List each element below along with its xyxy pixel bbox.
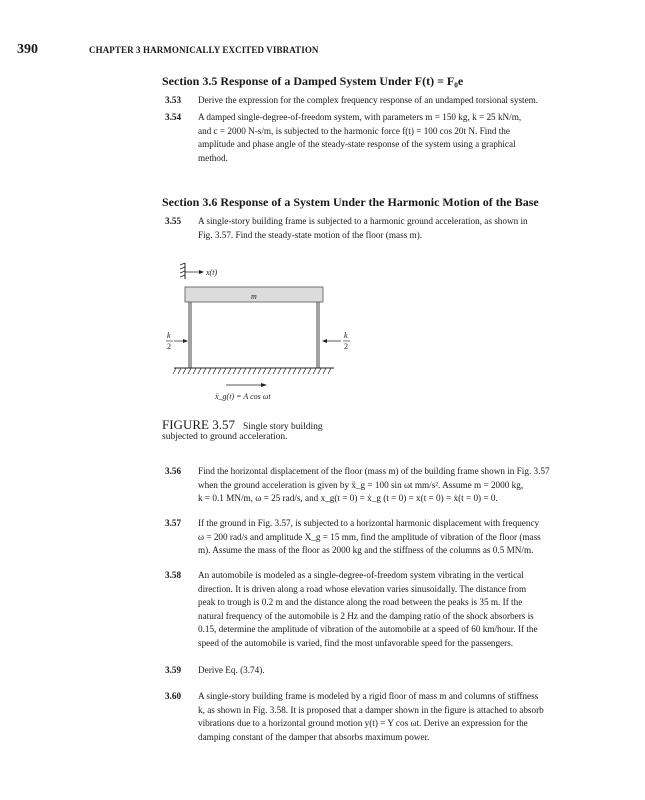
- ground-hatch-stroke: [198, 368, 201, 374]
- ground-hatch-stroke: [263, 368, 266, 374]
- problem-text-line: A single-story building frame is modeled by a rigid floor of mass m and columns of stiffness: [198, 691, 539, 701]
- wall-hatch: [180, 263, 185, 277]
- figure-caption-number: FIGURE 3.57: [162, 417, 235, 432]
- ground-hatch-stroke: [228, 368, 231, 374]
- problem-text-line: speed of the automobile is varied, find the most unfavorable speed for the passengers.: [198, 637, 514, 648]
- ground-accel-label: ẍ_g(t) = A cos ωt: [215, 392, 271, 401]
- problem-number: 3.55: [165, 216, 182, 226]
- x-label: x(t): [206, 268, 218, 277]
- ground-hatch-stroke: [243, 368, 246, 374]
- problem: [165, 111, 603, 165]
- problem-text-line: 0.15, determine the amplitude of vibration of the automobile at a speed of 60 km/hour. If the: [198, 624, 538, 634]
- problem-text-line: damping constant of the damper that absorbs maximum power.: [198, 731, 430, 742]
- problem: [165, 94, 603, 108]
- ground-hatch-stroke: [233, 368, 236, 374]
- ground-hatch-stroke: [203, 368, 206, 374]
- problem-number: 3.59: [165, 665, 182, 675]
- left-k-label: k: [167, 331, 171, 340]
- ground-hatch-stroke: [258, 368, 261, 374]
- ground-hatch-stroke: [173, 368, 176, 374]
- ground-hatch-stroke: [213, 368, 216, 374]
- left-2-label: 2: [167, 342, 171, 351]
- figure-building-frame: [160, 258, 370, 404]
- ground-hatch: [173, 368, 331, 374]
- ground-hatch-stroke: [223, 368, 226, 374]
- ground-hatch-stroke: [318, 368, 321, 374]
- ground-hatch-stroke: [278, 368, 281, 374]
- ground-hatch-stroke: [253, 368, 256, 374]
- problem: [165, 465, 603, 506]
- mass-label: m: [251, 292, 257, 301]
- section-heading-3-6: Section 3.6 Response of a System Under the Harmonic Motion of the Base: [162, 195, 539, 209]
- problem-text-line: Derive the expression for the complex frequency response of an undamped torsional system.: [198, 95, 539, 105]
- section-heading-3-5: Section 3.5 Response of a Damped System Under F(t) = F₀e: [162, 74, 464, 88]
- problem-text-line: method.: [198, 152, 228, 163]
- problem-text-line: m). Assume the mass of the floor as 2000 kg and the stiffness of the columns as 0.5 MN/m.: [198, 545, 534, 555]
- problem-text-line: ω = 200 rad/s and amplitude X_g = 15 mm, find the amplitude of vibration of the floor (mass: [198, 531, 541, 542]
- ground-hatch-stroke: [193, 368, 196, 374]
- ground-hatch-stroke: [283, 368, 286, 374]
- page-number: 390: [17, 42, 38, 57]
- problem: [165, 569, 603, 650]
- problem-text-line: An automobile is modeled as a single-degree-of-freedom system vibrating in the vertical: [198, 570, 524, 580]
- ground-hatch-stroke: [208, 368, 211, 374]
- problem-number: 3.60: [165, 691, 182, 701]
- ground-hatch-stroke: [328, 368, 331, 374]
- problem-text-line: direction. It is driven along a road whose elevation varies sinusoidally. The distance from: [198, 583, 527, 594]
- right-k-label: k: [344, 331, 348, 340]
- problem: [165, 690, 603, 744]
- problem-text-line: k = 0.1 MN/m, ω = 25 rad/s, and x_g(t = 0) = ẋ_g (t = 0) = x(t = 0) = ẋ(t = 0) = 0.: [198, 493, 498, 503]
- problem-text-line: Fig. 3.57. Find the steady-state motion of the floor (mass m).: [198, 229, 423, 240]
- ground-hatch-stroke: [273, 368, 276, 374]
- problem-text-line: If the ground in Fig. 3.57, is subjected to a horizontal harmonic displacement with frequency: [198, 518, 540, 528]
- ground-hatch-stroke: [218, 368, 221, 374]
- ground-hatch-stroke: [293, 368, 296, 374]
- problem-text-line: A single-story building frame is subjected to a harmonic ground acceleration, as shown in: [198, 216, 528, 226]
- figure-caption-line2: subjected to ground acceleration.: [162, 432, 288, 442]
- problem-text-line: amplitude and phase angle of the steady-state response of the system using a graphical: [198, 139, 516, 149]
- problem-number: 3.57: [165, 518, 182, 528]
- problem: [165, 664, 603, 678]
- ground-hatch-stroke: [288, 368, 291, 374]
- problem-number: 3.56: [165, 466, 182, 476]
- ground-hatch-stroke: [178, 368, 181, 374]
- ground-hatch-stroke: [308, 368, 311, 374]
- figure-caption-line1: Single story building: [242, 422, 323, 432]
- problem-text-line: Derive Eq. (3.74).: [198, 665, 265, 675]
- ground-hatch-stroke: [298, 368, 301, 374]
- problem-text-line: A damped single-degree-of-freedom system, with parameters m = 150 kg, k = 25 kN/m,: [198, 112, 522, 122]
- problem-text-line: and c = 2000 N-s/m, is subjected to the harmonic force f(t) = 100 cos 20t N. Find the: [198, 125, 510, 136]
- problem-number: 3.53: [165, 95, 182, 105]
- problem-number: 3.58: [165, 570, 182, 580]
- figure-caption: [162, 417, 323, 433]
- ground-hatch-stroke: [183, 368, 186, 374]
- problem-text-line: when the ground acceleration is given by ẍ_g = 100 sin ωt mm/s². Assume m = 2000 kg,: [198, 479, 524, 490]
- problem-text-line: k, as shown in Fig. 3.58. It is proposed that a damper shown in the figure is attached to absorb: [198, 704, 544, 715]
- problem: [165, 215, 603, 242]
- problem: [165, 517, 603, 558]
- problem-text-line: peak to trough is 0.2 m and the distance along the road between the peaks is 35 m. If the: [198, 597, 523, 607]
- problem-text-line: natural frequency of the automobile is 2 Hz and the damping ratio of the shock absorbers is: [198, 610, 534, 621]
- chapter-header: CHAPTER 3 HARMONICALLY EXCITED VIBRATION: [89, 45, 319, 55]
- problem-text-line: Find the horizontal displacement of the floor (mass m) of the building frame shown in Fig. 3.57: [198, 466, 550, 476]
- ground-hatch-stroke: [268, 368, 271, 374]
- ground-hatch-stroke: [313, 368, 316, 374]
- problem-number: 3.54: [165, 112, 182, 122]
- ground-hatch-stroke: [238, 368, 241, 374]
- problem-text-line: vibrations due to a horizontal ground motion y(t) = Y cos ωt. Derive an expression for the: [198, 718, 528, 728]
- x-arrow-head: [199, 270, 204, 274]
- ground-hatch-stroke: [188, 368, 191, 374]
- right-2-label: 2: [344, 342, 348, 351]
- ground-hatch-stroke: [323, 368, 326, 374]
- ground-hatch-stroke: [303, 368, 306, 374]
- ground-hatch-stroke: [248, 368, 251, 374]
